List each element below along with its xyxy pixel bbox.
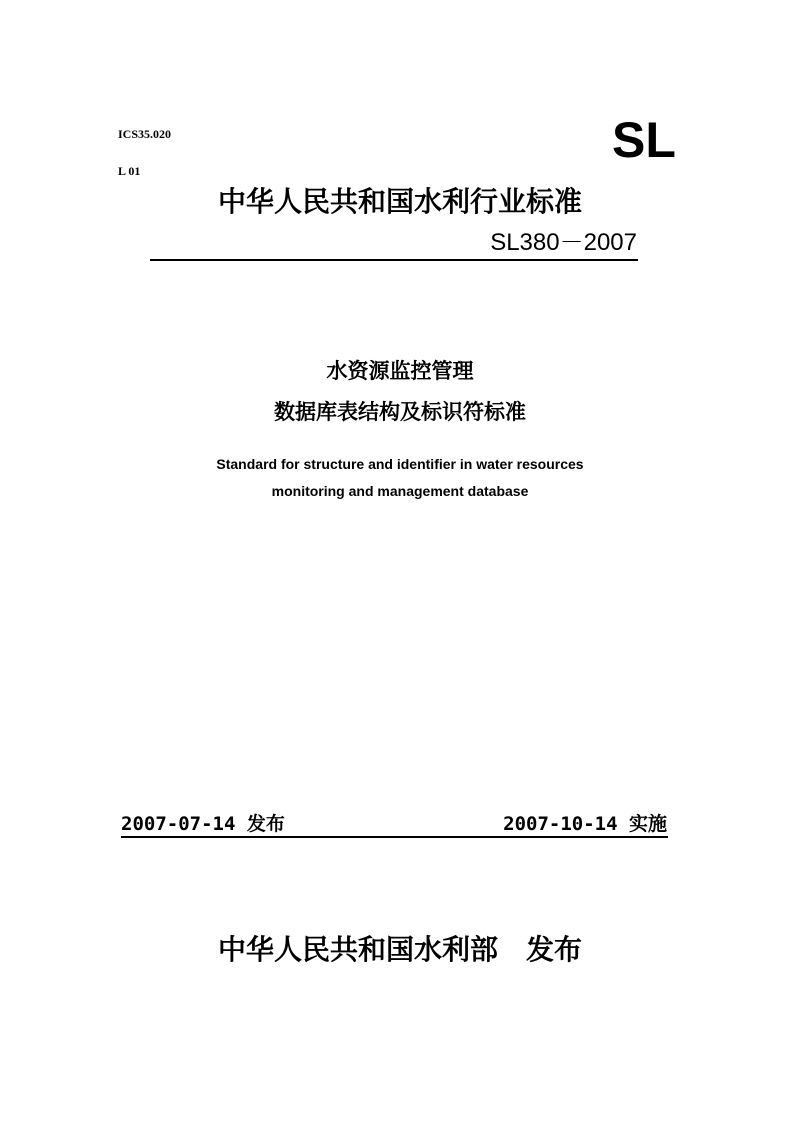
header-divider bbox=[150, 259, 638, 261]
ics-code: ICS35.020 bbox=[118, 127, 172, 141]
publisher-line: 中华人民共和国水利部 发布 bbox=[217, 933, 582, 966]
standard-mark: SL bbox=[612, 112, 676, 168]
standard-category-heading: 中华人民共和国水利行业标准 bbox=[217, 185, 582, 218]
title-en-line-2: monitoring and management database bbox=[271, 483, 529, 499]
title-cn-line-2: 数据库表结构及标识符标准 bbox=[274, 400, 526, 424]
implementation-date: 2007-10-14 实施 bbox=[503, 813, 667, 835]
standard-number: SL380－2007 bbox=[490, 229, 637, 256]
ccs-code: L 01 bbox=[118, 164, 141, 178]
title-cn-line-1: 水资源监控管理 bbox=[326, 359, 474, 383]
dates-divider bbox=[121, 836, 668, 838]
title-en-line-1: Standard for structure and identifier in water resources bbox=[216, 456, 584, 472]
issue-date: 2007-07-14 发布 bbox=[121, 813, 285, 835]
